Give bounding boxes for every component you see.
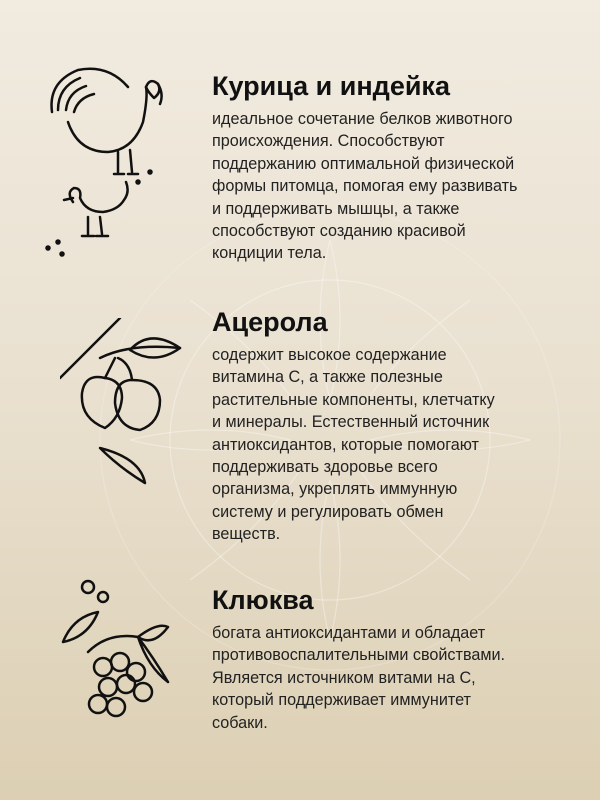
section-description xyxy=(212,108,597,265)
text-line: содержит высокое содержание xyxy=(212,346,447,364)
text-line: способствуют созданию красивой xyxy=(212,222,466,241)
text-line: поддержанию оптимальной физической xyxy=(212,154,515,173)
text-line: растительные компоненты, клетчатку xyxy=(212,390,495,409)
text-line: антиоксидантов, которые помогают xyxy=(212,435,479,454)
section-cranberry xyxy=(212,584,597,734)
section-title: Клюква xyxy=(212,585,314,615)
section-chicken-turkey xyxy=(212,70,597,265)
text-line: который поддерживает иммунитет xyxy=(212,691,471,710)
cranberry-branch-icon xyxy=(58,572,183,732)
text-line: собаки. xyxy=(212,713,268,732)
text-line: идеальное сочетание белков животного xyxy=(212,110,513,128)
text-line: поддерживать здоровье всего xyxy=(212,458,438,477)
acerola-branch-icon xyxy=(60,318,190,490)
text-line: организма, укреплять иммунную xyxy=(212,480,458,499)
text-line: и минералы. Естественный источник xyxy=(212,413,490,432)
text-line: происхождения. Способствуют xyxy=(212,132,445,151)
text-line: формы питомца, помогая ему развивать xyxy=(212,177,518,196)
text-line: витамина С, а также полезные xyxy=(212,368,443,387)
text-line: веществ. xyxy=(212,525,281,544)
turkey-and-chicken-icon xyxy=(38,62,168,262)
section-acerola xyxy=(212,306,597,546)
section-title: Курица и индейка xyxy=(212,71,450,101)
text-line: богата антиоксидантами и обладает xyxy=(212,624,486,642)
text-line: кондиции тела. xyxy=(212,244,327,263)
text-line: и поддерживать мышцы, а также xyxy=(212,199,460,218)
section-description xyxy=(212,344,597,546)
text-line: Является источником витами на С, xyxy=(212,668,476,687)
text-line: систему и регулировать обмен xyxy=(212,502,444,521)
section-description xyxy=(212,622,597,734)
text-line: противовоспалительными свойствами. xyxy=(212,646,506,665)
section-title: Ацерола xyxy=(212,307,328,337)
